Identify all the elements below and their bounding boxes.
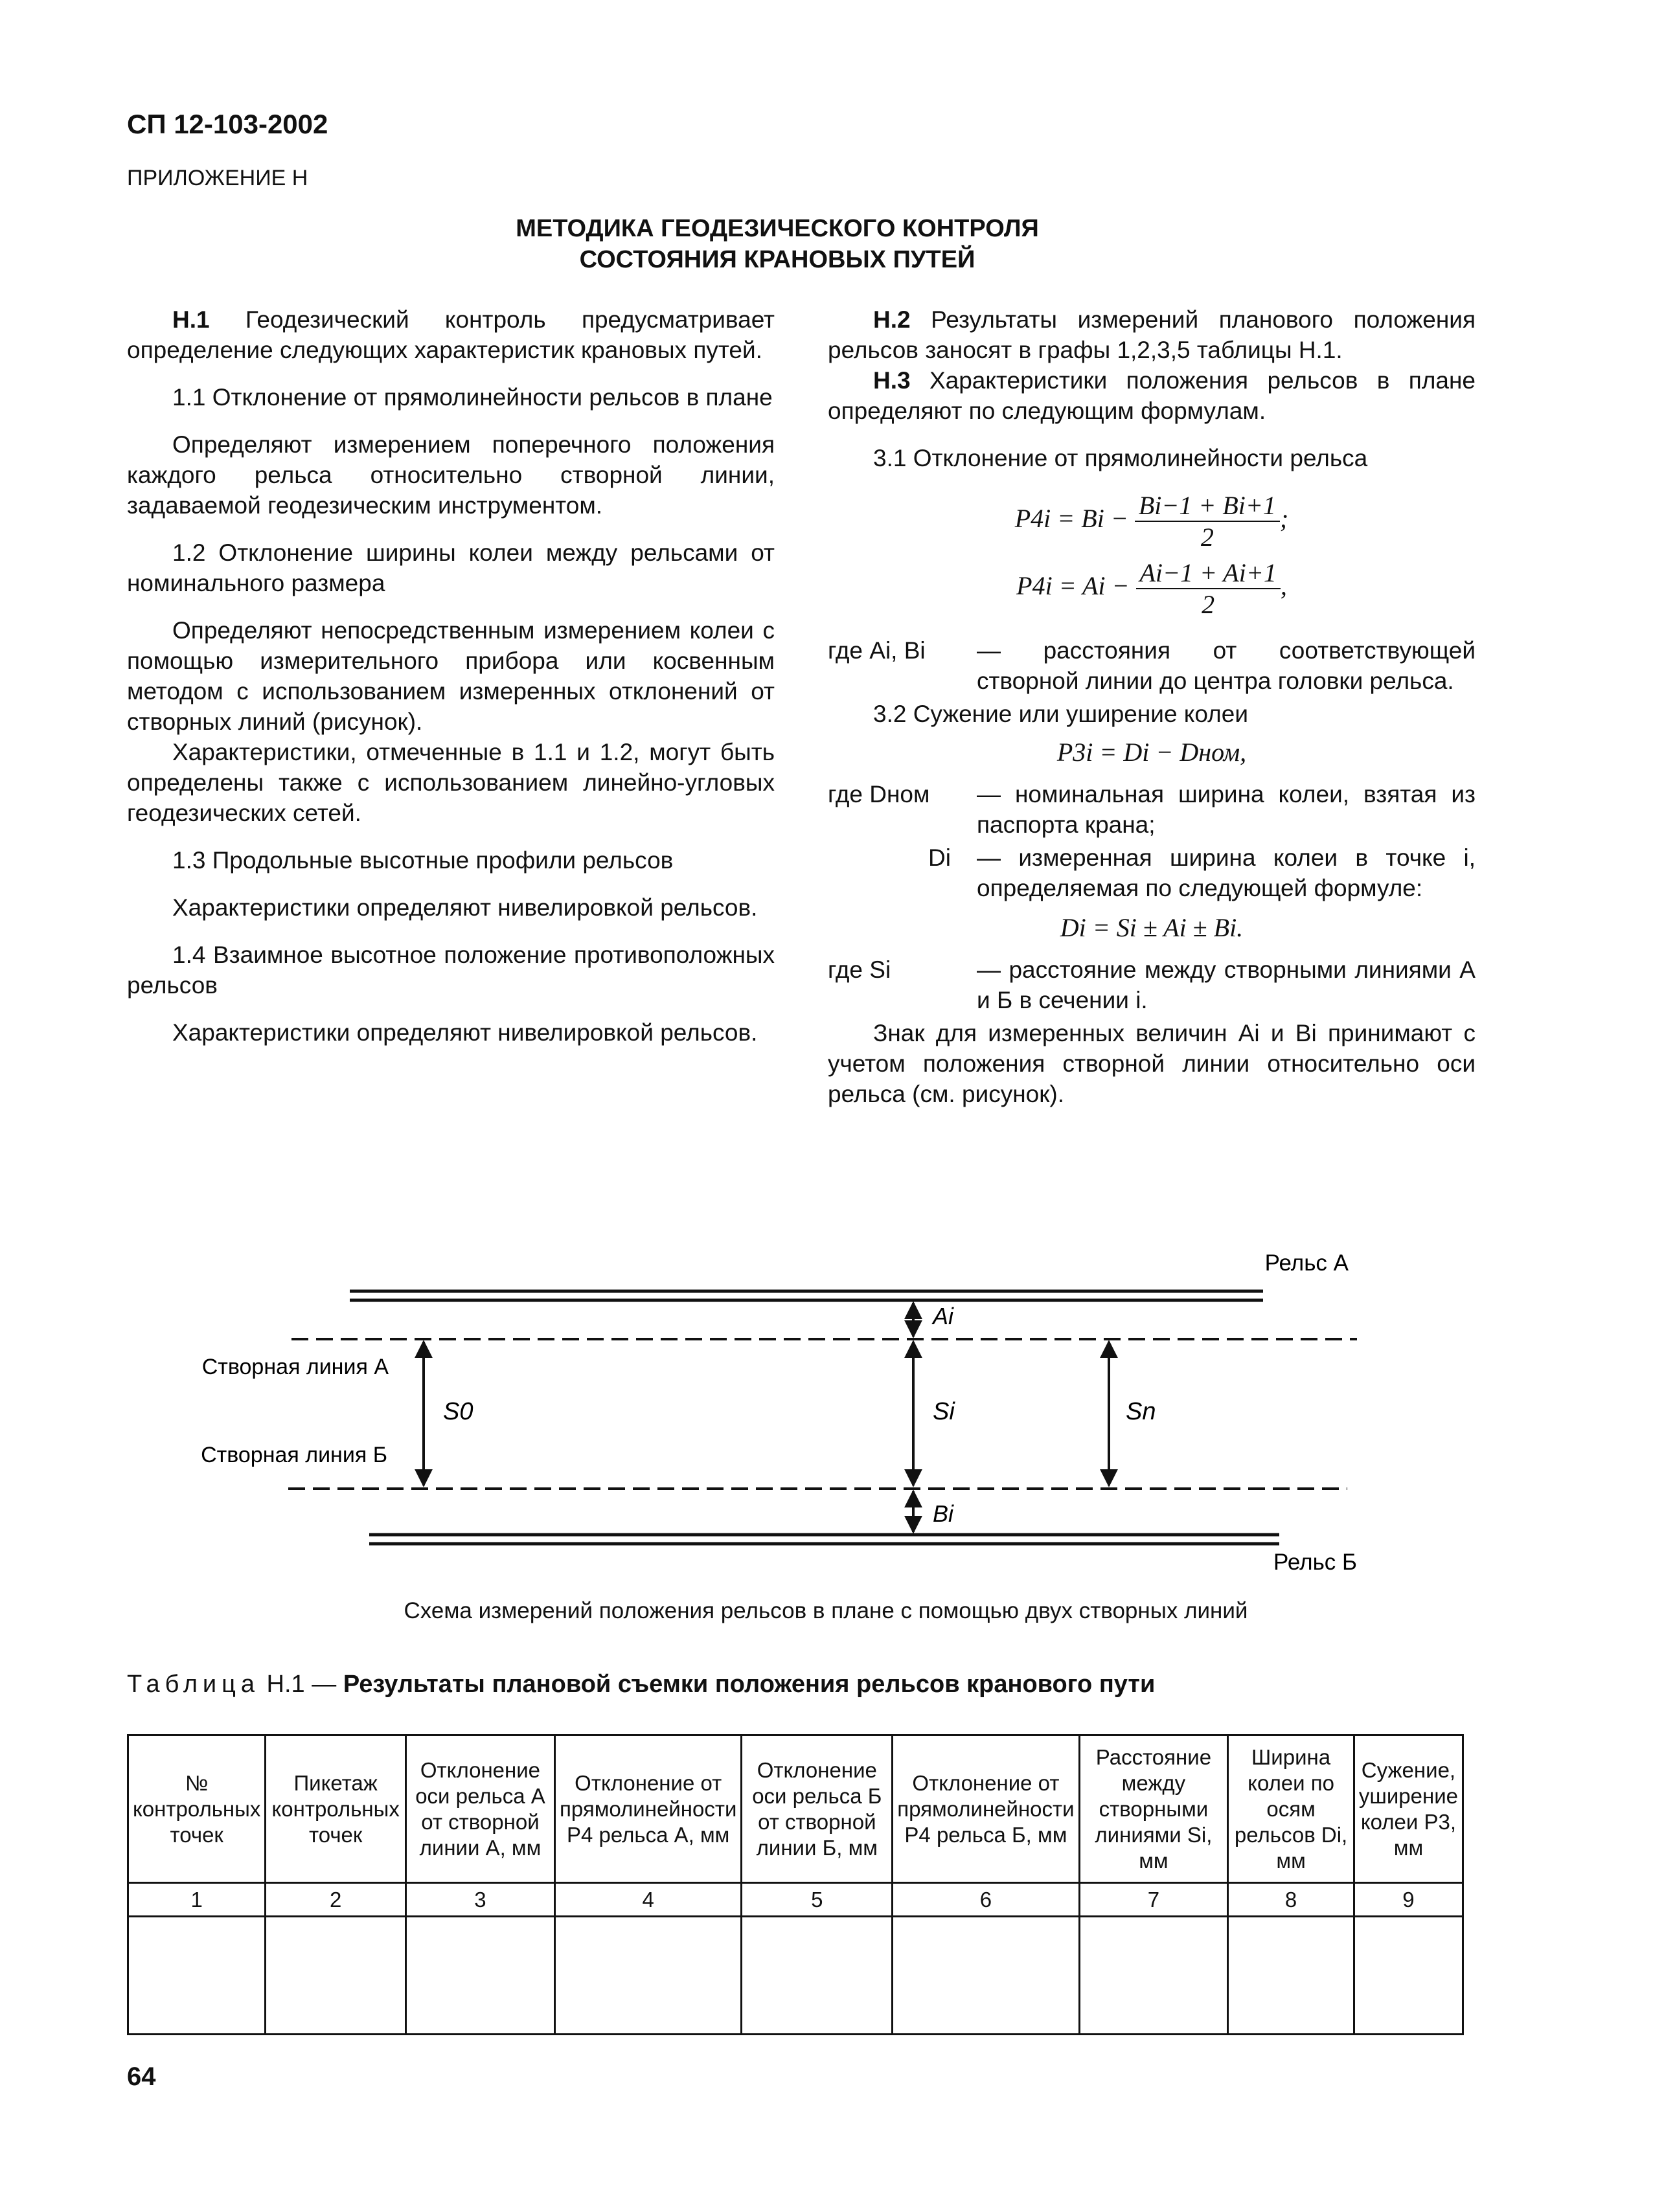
section-1-3-text: Характеристики определяют нивелировкой рельсов.: [172, 894, 758, 921]
section-1-1-title: 1.1 Отклонение от прямолинейности рельсов в плане: [172, 384, 773, 411]
number-cell-2: 2: [266, 1883, 406, 1917]
number-cell-8: 8: [1228, 1883, 1354, 1917]
sn-label: Sn: [1126, 1398, 1156, 1425]
where-ai-bi-value: — расстояния от соответствующей створной линии до центра головки рельса.: [977, 637, 1476, 694]
si-label: Si: [933, 1398, 955, 1425]
formula-p4-a: [828, 558, 1476, 620]
number-cell-5: 5: [742, 1883, 893, 1917]
section-h1-text: Геодезический контроль предусматривает определение следующих характеристик крановых путей.: [127, 306, 775, 363]
formula-p4-b-lhs: P4i = Bi −: [1014, 504, 1135, 534]
formula-di: Di = Si ± Ai ± Bi.: [1060, 913, 1244, 942]
s0-label: S0: [443, 1398, 473, 1425]
ai-label: Ai: [933, 1303, 954, 1329]
section-3-1-title: 3.1 Отклонение от прямолинейности рельса: [873, 445, 1368, 471]
where-si: [828, 954, 1476, 1015]
page-title-line-1: МЕТОДИКА ГЕОДЕЗИЧЕСКОГО КОНТРОЛЯ: [516, 215, 1039, 242]
formula-p4-b-end: ;: [1279, 504, 1289, 534]
bi-label: Bi: [933, 1500, 954, 1527]
section-1-1-text: Определяют измерением поперечного положения каждого рельса относительно створной линии, задаваемой геодезическим инструментом.: [127, 431, 775, 519]
section-h1: [127, 304, 775, 365]
results-table: [127, 1734, 1464, 2035]
formula-p4-a-end: ,: [1280, 571, 1287, 601]
header-cell-narrowing-p3: Сужение, уширение колеи P3, мм: [1354, 1735, 1463, 1883]
section-3-2-title: 3.2 Сужение или уширение колеи: [873, 701, 1249, 727]
section-h3: [828, 365, 1476, 426]
empty-cell: [893, 1917, 1079, 2035]
formula-p4-a-lhs: P4i = Ai −: [1016, 571, 1136, 601]
formula-p4-a-denominator: 2: [1202, 590, 1215, 619]
empty-cell: [128, 1917, 266, 2035]
section-1-4-title: 1.4 Взаимное высотное положение противоположных рельсов: [127, 942, 775, 999]
where-ai-bi-key: где Ai, Bi: [828, 637, 926, 664]
header-cell-picket: Пикетаж контрольных точек: [266, 1735, 406, 1883]
header-cell-point-number: № контрольных точек: [128, 1735, 266, 1883]
header-cell-deviation-a: Отклонение оси рельса А от створной линии А, мм: [405, 1735, 554, 1883]
sign-rule-text: Знак для измеренных величин Ai и Bi принимают с учетом положения створной линии относительно оси рельса (см. рисунок).: [828, 1020, 1476, 1107]
where-di: [828, 842, 1476, 903]
where-dnom: [828, 779, 1476, 840]
section-1-3-title: 1.3 Продольные высотные профили рельсов: [172, 847, 674, 874]
table-title: [127, 1671, 1155, 1699]
number-cell-3: 3: [405, 1883, 554, 1917]
table-title-number: Н.1 —: [260, 1671, 343, 1698]
appendix-label: ПРИЛОЖЕНИЕ Н: [127, 166, 308, 190]
number-cell-9: 9: [1354, 1883, 1463, 1917]
section-h2: [828, 304, 1476, 365]
section-1-2-text-2: Характеристики, отмеченные в 1.1 и 1.2, могут быть определены также с использованием линейно-угловых геодезических сетей.: [127, 739, 775, 826]
table-number-row: [128, 1883, 1463, 1917]
table-title-text: Результаты плановой съемки положения рельсов кранового пути: [343, 1671, 1156, 1698]
formula-p4-b: [828, 490, 1476, 552]
empty-cell: [266, 1917, 406, 2035]
rail-b-label: Рельс Б: [1273, 1550, 1357, 1575]
formula-p4-b-fraction: [1135, 490, 1280, 552]
formula-p4-a-numerator: Ai−1 + Ai+1: [1136, 558, 1281, 589]
where-si-key: где Si: [828, 956, 891, 983]
where-dnom-value: — номинальная ширина колеи, взятая из паспорта крана;: [977, 781, 1476, 838]
table-title-prefix: Таблица: [127, 1671, 260, 1698]
where-di-value: — измеренная ширина колеи в точке i, определяемая по следующей формуле:: [977, 844, 1476, 901]
table-empty-row: [128, 1917, 1463, 2035]
header-cell-gauge-di: Ширина колеи по осям рельсов Di, мм: [1228, 1735, 1354, 1883]
page-title-line-2: СОСТОЯНИЯ КРАНОВЫХ ПУТЕЙ: [579, 246, 975, 273]
alignment-line-a-label: Створная линия А: [201, 1355, 389, 1379]
where-si-value: — расстояние между створными линиями А и Б в сечении i.: [977, 956, 1476, 1013]
section-1-4-text: Характеристики определяют нивелировкой рельсов.: [172, 1019, 758, 1046]
header-cell-distance-si: Расстояние между створными линиями Si, мм: [1079, 1735, 1228, 1883]
number-cell-1: 1: [128, 1883, 266, 1917]
formula-p3: P3i = Di − Dном,: [1056, 738, 1247, 767]
section-h2-number: Н.2: [873, 306, 911, 333]
section-h3-text: Характеристики положения рельсов в плане определяют по следующим формулам.: [828, 367, 1476, 424]
where-di-key: Di: [928, 844, 951, 871]
number-cell-4: 4: [555, 1883, 742, 1917]
header-cell-straightness-a: Отклонение от прямолинейности P4 рельса А, мм: [555, 1735, 742, 1883]
where-dnom-key: где Dном: [828, 781, 930, 807]
empty-cell: [405, 1917, 554, 2035]
left-column: [127, 304, 775, 1065]
formula-p4-b-numerator: Bi−1 + Bi+1: [1135, 490, 1280, 522]
where-ai-bi: [828, 635, 1476, 696]
formula-p4-a-fraction: [1136, 558, 1281, 620]
empty-cell: [555, 1917, 742, 2035]
section-h1-number: Н.1: [172, 306, 210, 333]
empty-cell: [742, 1917, 893, 2035]
section-h2-text: Результаты измерений планового положения рельсов заносят в графы 1,2,3,5 таблицы Н.1.: [828, 306, 1476, 363]
number-cell-6: 6: [893, 1883, 1079, 1917]
right-column: [828, 304, 1476, 1126]
empty-cell: [1354, 1917, 1463, 2035]
alignment-line-b-label: Створная линия Б: [201, 1443, 387, 1467]
number-cell-7: 7: [1079, 1883, 1228, 1917]
table-header-row: [128, 1735, 1463, 1883]
page-number: 64: [127, 2062, 156, 2091]
figure-caption: Схема измерений положения рельсов в плане с помощью двух створных линий: [404, 1598, 1248, 1623]
rail-measurement-diagram: [0, 1217, 1653, 1580]
header-cell-straightness-b: Отклонение от прямолинейности P4 рельса Б, мм: [893, 1735, 1079, 1883]
document-code: СП 12-103-2002: [127, 109, 328, 139]
section-1-2-title: 1.2 Отклонение ширины колеи между рельсами от номинального размера: [127, 539, 775, 596]
section-h3-number: Н.3: [873, 367, 911, 394]
rail-a-label: Рельс А: [1264, 1250, 1349, 1276]
header-cell-deviation-b: Отклонение оси рельса Б от створной линии Б, мм: [742, 1735, 893, 1883]
empty-cell: [1228, 1917, 1354, 2035]
formula-p4-b-denominator: 2: [1200, 523, 1214, 552]
section-1-2-text: Определяют непосредственным измерением колеи с помощью измерительного прибора или косвенным методом с использованием измеренных отклонений от створных линий (рисунок).: [127, 617, 775, 735]
empty-cell: [1079, 1917, 1228, 2035]
